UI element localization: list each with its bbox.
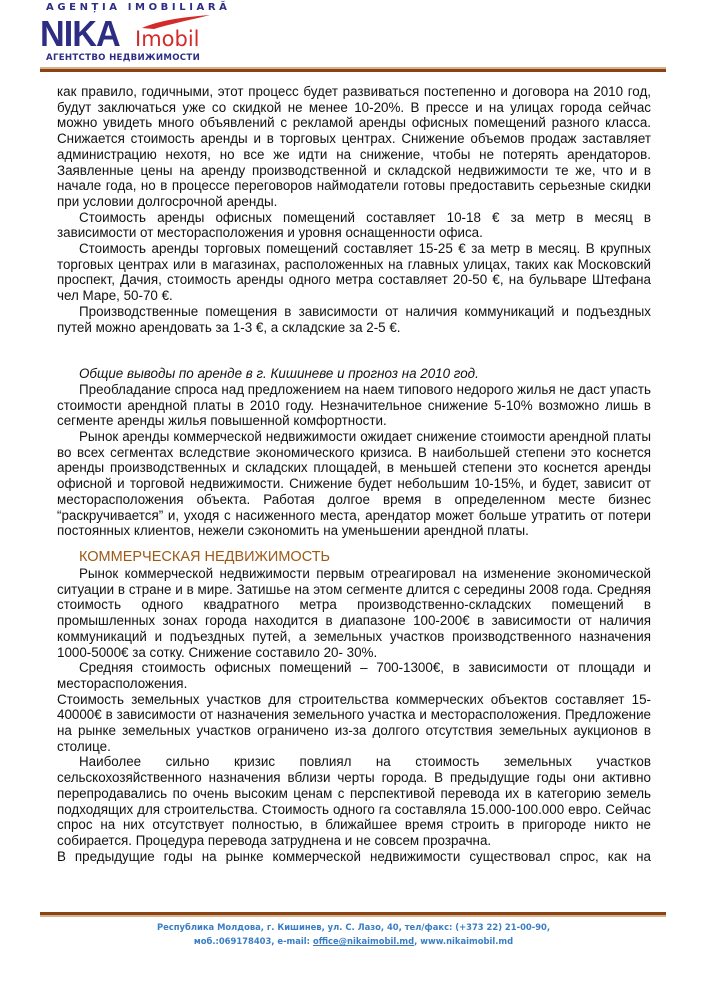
body-paragraph: Наиболее сильно кризис повлиял на стоимость земельных участков сельскохозяйственного назначения вблизи черты города. В предыдущие годы они активно перепродавались по очень высоким ценам с перспективой перевода их в категорию земель подходящих для строительства. Стоимость одного га составляла 15.000-100.000 евро. Сейчас спрос на них отсутствует полностью, в ближайшее время строить в пригороде никто не собирается. Процедура перевода затруднена и не совсем прозрачна. (57, 754, 651, 848)
document-body (57, 84, 651, 864)
body-paragraph: Стоимость аренды офисных помещений составляет 10-18 € за метр в месяц в зависимости от месторасположения и уровня оснащенности офиса. (57, 209, 651, 241)
footer-separator: , (414, 936, 421, 946)
website-link[interactable]: www.nikaimobil.md (420, 936, 514, 946)
body-paragraph: Рынок аренды коммерческой недвижимости ожидает снижение стоимости арендной платы во всех сегментах вследствие экономического кризиса. В наибольшей степени это коснется аренды производственных и складских площадей, в меньшей степени это коснется аренды офисной и торговой недвижимости. Снижение будет небольшим 10-15%, и будет, зависит от месторасположения объекта. Работая долгое время в определенном месте бизнес “раскручивается” и, уходя с насиженного места, арендатор может больше утратить от потери постоянных клиентов, нежели сэкономить на уменьшении арендной платы. (57, 429, 651, 539)
logo-brand-secondary: Imobil (135, 27, 200, 51)
conclusions-title: Общие выводы по аренде в г. Кишиневе и прогноз на 2010 год. (79, 366, 479, 382)
footer-contact-line (0, 934, 707, 948)
body-paragraph: Средняя стоимость офисных помещений – 700-1300€, в зависимости от площади и месторасположения. (57, 660, 651, 691)
logo-tagline-bottom: АГЕНТСТВО НЕДВИЖИМОСТИ (46, 53, 201, 63)
email-link[interactable]: office@nikaimobil.md (312, 936, 415, 946)
spacer (57, 335, 651, 366)
body-paragraph: Производственные помещения в зависимости от наличия коммуникаций и подъездных путей можно арендовать за 1-3 €, а складские за 2-5 €. (57, 303, 651, 335)
logo-brand-primary: NIKA (40, 13, 120, 54)
logo-tagline-top: AGENȚIA IMOBILIARĂ (46, 2, 231, 13)
letterhead (0, 0, 707, 80)
footer-divider (40, 912, 666, 917)
body-paragraph: Преобладание спроса над предложением на наем типового недорого жилья не даст упасть стоимости арендной платы в 2010 году. Незначительное снижение 5-10% возможно лишь в сегменте аренды жилья повышенной комфортности. (57, 381, 651, 429)
section-heading: КОММЕРЧЕСКАЯ НЕДВИЖИМОСТЬ (79, 548, 331, 565)
body-paragraph: Стоимость аренды торговых помещений составляет 15-25 € за метр в месяц. В крупных торговых центрах или в магазинах, расположенных на главных улицах, таких как Московский проспект, Дачия, стоимость аренды одного метра составляет 20-50 €, на бульваре Штефана чел Маре, 50-70 €. (57, 241, 651, 304)
header-divider (40, 67, 666, 72)
footer-contact (0, 920, 707, 948)
spacer (57, 539, 651, 549)
body-paragraph: Стоимость земельных участков для строительства коммерческих объектов составляет 15-40000€ в зависимости от назначения земельного участка и месторасположения. Предложение на рынке земельных участков ограничено из-за долгого отсутствия земельных аукционов в столице. (57, 691, 651, 754)
body-paragraph: В предыдущие годы на рынке коммерческой недвижимости существовал спрос, как на (57, 848, 651, 864)
body-paragraph: Рынок коммерческой недвижимости первым отреагировал на изменение экономической ситуации в стране и в мире. Затишье на этом сегменте длится с середины 2008 года. Средняя стоимость одного квадратного метра производственно-складских помещений в промышленных зонах города находится в диапазоне 100-200€ в зависимости от наличия коммуникаций и подъездных путей, а земельных участков производственного назначения 1000-5000€ за сотку. Снижение составило 20- 30%. (57, 565, 651, 660)
body-paragraph: как правило, годичными, этот процесс будет развиваться постепенно и договора на 2010 год, будут заключаться уже со скидкой не менее 10-20%. В прессе и на улицах города сейчас можно увидеть много объявлений с рекламой аренды офисных помещений разного класса. Снижается стоимость аренды и в торговых центрах. Снижение объемов продаж заставляет администрацию нехотя, но все же идти на снижение, чтобы не потерять арендаторов. Заявленные цены на аренду производственной и складской недвижимости те же, что и в начале года, но в процессе переговоров наймодатели готовы предоставить серьезные скидки при условии долгосрочной аренды. (57, 84, 651, 209)
footer-phone: моб.:069178403, e-mail: (193, 936, 313, 946)
footer-address: Республика Молдова, г. Кишинев, ул. С. Лазо, 40, тел/факс: (+373 22) 21-00-90, (156, 922, 551, 932)
